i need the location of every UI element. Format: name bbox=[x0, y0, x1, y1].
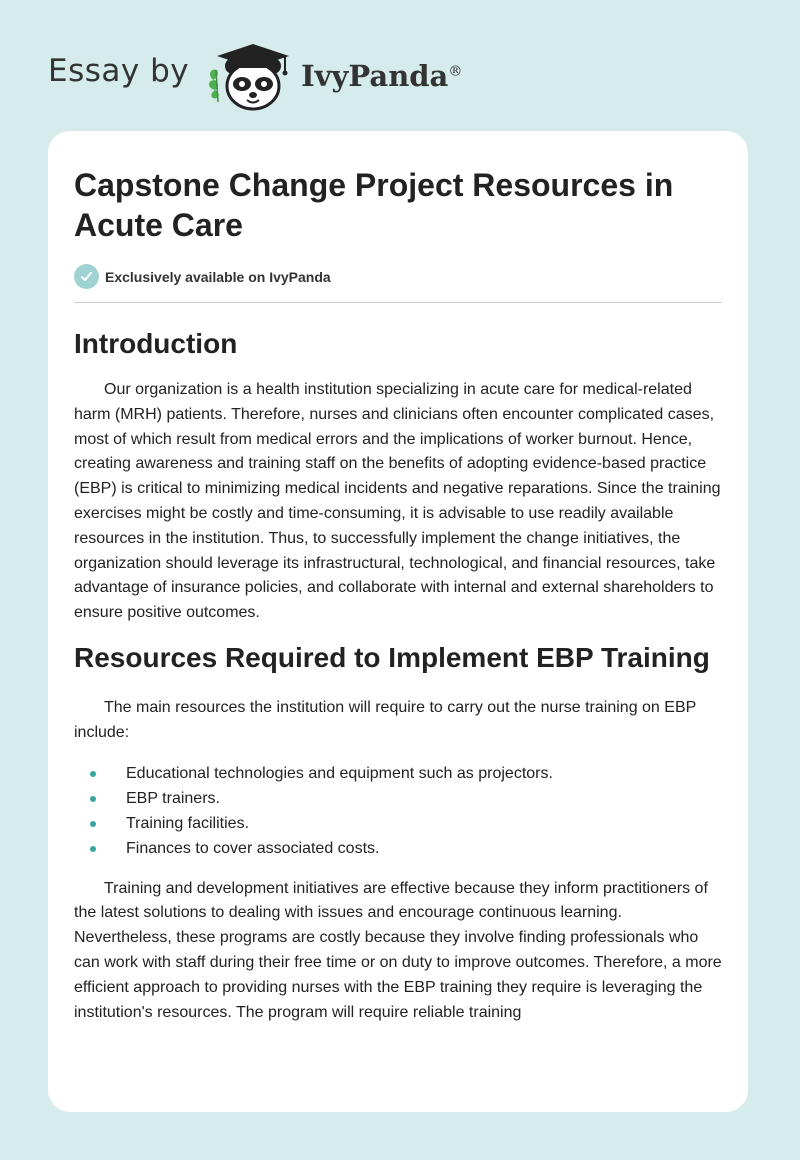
brand-name[interactable] bbox=[301, 59, 462, 93]
page-title: Capstone Change Project Resources in Acute Care bbox=[74, 167, 674, 243]
bullet-icon bbox=[90, 771, 96, 777]
bullet-icon bbox=[90, 846, 96, 852]
exclusive-label: Exclusively available on IvyPanda bbox=[105, 268, 331, 285]
panda-logo-icon[interactable] bbox=[207, 40, 297, 112]
list-item-text: Educational technologies and equipment such as projectors. bbox=[126, 764, 553, 782]
registered-mark: ® bbox=[448, 63, 463, 80]
check-icon bbox=[74, 264, 99, 289]
bullet-icon bbox=[90, 821, 96, 827]
paragraph-training: Training and development initiatives are effective because they inform practitioners of the latest solutions to dealing with issues and encourage continuous learning. Nevertheless, these programs are costly because they involve finding professionals who can work with staff during their free time or on duty to improve outcomes. Therefore, a more efficient approach to providing nurses with the EBP training they require is leveraging the institution's resources. The program will require reliable training bbox=[74, 879, 722, 1021]
list-item-text: Training facilities. bbox=[126, 814, 250, 832]
paragraph-introduction: Our organization is a health institution specializing in acute care for medical-related harm (MRH) patients. Therefore, nurses and clinicians often encounter complicated cases, most of which result from medical errors and the implications of worker burnout. Hence, creating awareness and training staff on the benefits of adopting evidence-based practice (EBP) is critical to minimizing medical incidents and negative reparations. Since the training exercises might be costly and time-consuming, it is advisable to use readily available resources in the institution. Thus, to successfully implement the change initiatives, the organization should leverage its infrastructural, technological, and financial resources, take advantage of insurance policies, and collaborate with internal and external shareholders to ensure positive outcomes. bbox=[74, 381, 721, 622]
essay-by-label: Essay by bbox=[48, 53, 190, 89]
section-heading-resources: Resources Required to Implement EBP Training bbox=[74, 641, 710, 673]
list-item-text: EBP trainers. bbox=[126, 789, 220, 807]
exclusive-badge bbox=[74, 264, 722, 289]
list-item bbox=[74, 836, 722, 861]
section-heading-introduction: Introduction bbox=[74, 328, 238, 359]
list-item bbox=[74, 786, 722, 811]
divider bbox=[74, 302, 722, 303]
brand-label: IvyPanda bbox=[301, 59, 449, 93]
site-header bbox=[48, 36, 462, 116]
bullet-icon bbox=[90, 796, 96, 802]
article-card bbox=[48, 131, 748, 1112]
list-item bbox=[74, 761, 722, 786]
list-item bbox=[74, 811, 722, 836]
list-item-text: Finances to cover associated costs. bbox=[126, 839, 380, 857]
paragraph-resources: The main resources the institution will require to carry out the nurse training on EBP include: bbox=[74, 698, 696, 741]
resources-list bbox=[74, 761, 722, 861]
